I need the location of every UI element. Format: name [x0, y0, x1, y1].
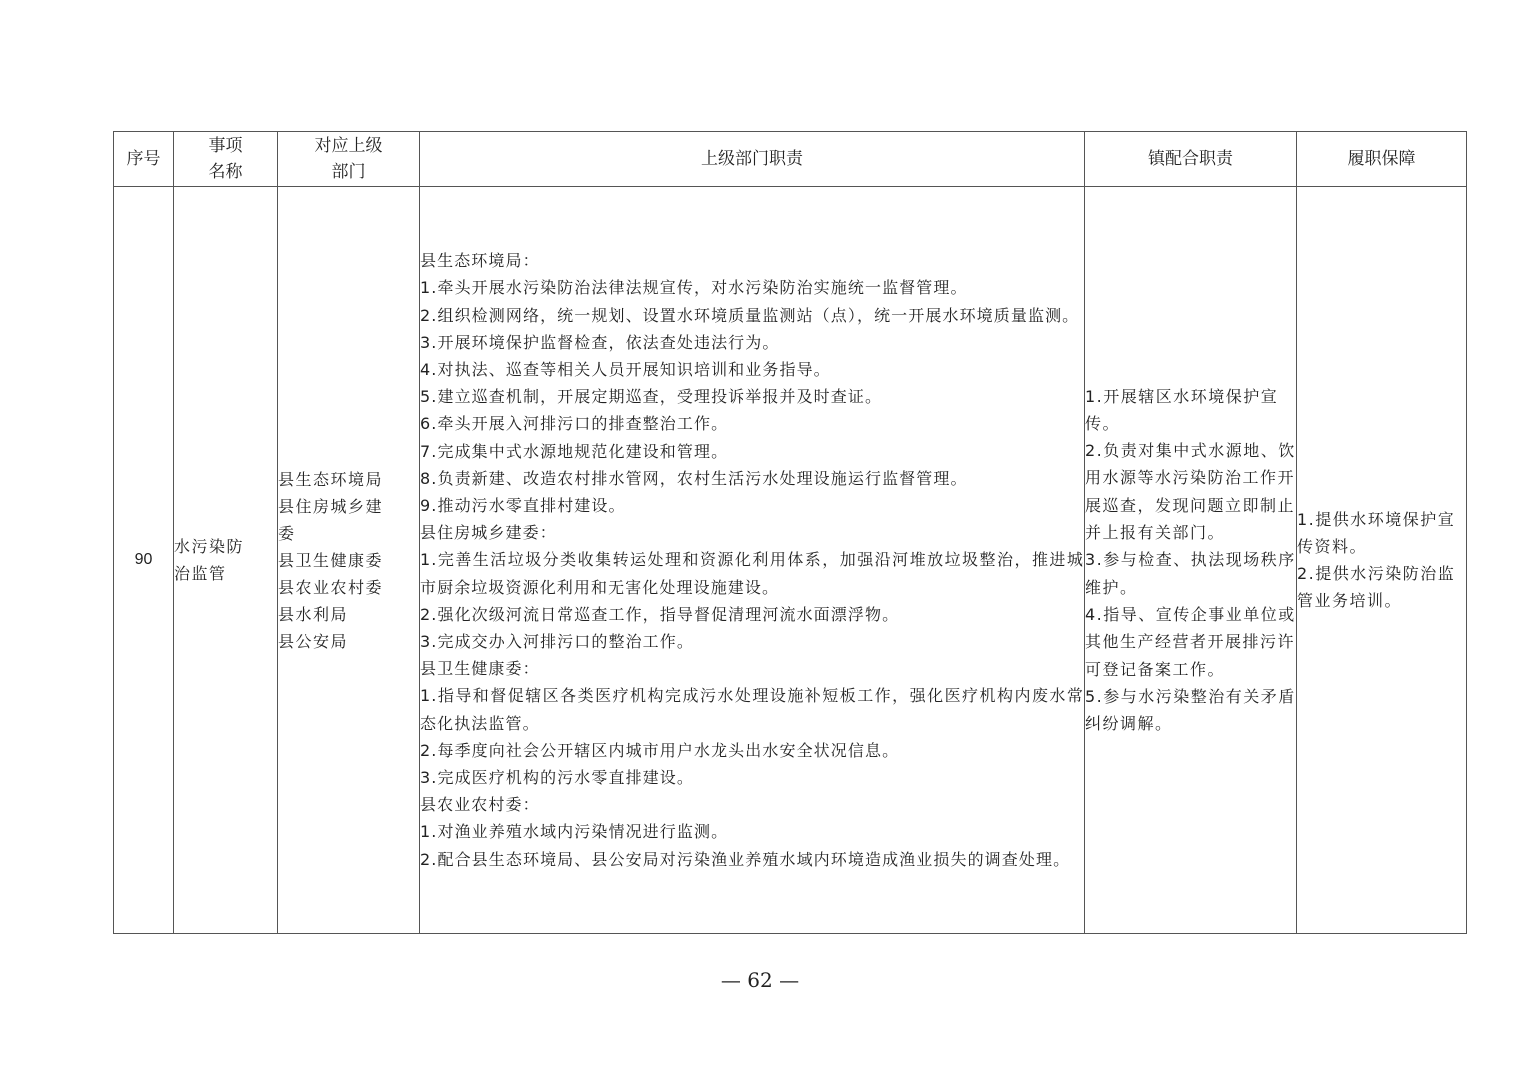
header-item-name: 事项 名称	[174, 132, 278, 187]
table-row	[114, 187, 1467, 934]
header-superior-dept: 对应上级 部门	[278, 132, 420, 187]
header-town-duties: 镇配合职责	[1085, 132, 1297, 187]
row-guarantee: 1.提供水环境保护宣传资料。 2.提供水污染防治监管业务培训。	[1297, 187, 1467, 934]
row-town-duties: 1.开展辖区水环境保护宣传。 2.负责对集中式水源地、饮用水源等水污染防治工作开展巡查，发现问题立即制止并上报有关部门。 3.参与检查、执法现场秩序维护。 4.指导、宣传企事业单位或其他生产经营者开展排污许可登记备案工作。 5.参与水污染整治有关矛盾纠纷调解。	[1085, 187, 1297, 934]
header-seq: 序号	[114, 132, 174, 187]
row-superior-duties: 县生态环境局： 1.牵头开展水污染防治法律法规宣传，对水污染防治实施统一监督管理。 2.组织检测网络，统一规划、设置水环境质量监测站（点），统一开展水环境质量监测。 3.开展环境保护监督检查，依法查处违法行为。 4.对执法、巡查等相关人员开展知识培训和业务指导。 5.建立巡查机制，开展定期巡查，受理投诉举报并及时查证。 6.牵头开展入河排污口的排查整治工作。 7.完成集中式水源地规范化建设和管理。 8.负责新建、改造农村排水管网，农村生活污水处理设施运行监督管理。 9.推动污水零直排村建设。 县住房城乡建委： 1.完善生活垃圾分类收集转运处理和资源化利用体系，加强沿河堆放垃圾整治，推进城市厨余垃圾资源化利用和无害化处理设施建设。 2.强化次级河流日常巡查工作，指导督促清理河流水面漂浮物。 3.完成交办入河排污口的整治工作。 县卫生健康委： 1.指导和督促辖区各类医疗机构完成污水处理设施补短板工作，强化医疗机构内废水常态化执法监管。 2.每季度向社会公开辖区内城市用户水龙头出水安全状况信息。 3.完成医疗机构的污水零直排建设。 县农业农村委： 1.对渔业养殖水域内污染情况进行监测。 2.配合县生态环境局、县公安局对污染渔业养殖水域内环境造成渔业损失的调查处理。	[420, 187, 1085, 934]
page-number: — 62 —	[720, 968, 800, 992]
row-seq: 90	[114, 187, 174, 934]
row-superior-dept: 县生态环境局 县住房城乡建 委 县卫生健康委 县农业农村委 县水利局 县公安局	[278, 187, 420, 934]
header-row	[114, 132, 1467, 187]
header-superior-duties: 上级部门职责	[420, 132, 1085, 187]
duties-table	[113, 131, 1467, 934]
row-item-name: 水污染防 治监管	[174, 187, 278, 934]
header-guarantee: 履职保障	[1297, 132, 1467, 187]
